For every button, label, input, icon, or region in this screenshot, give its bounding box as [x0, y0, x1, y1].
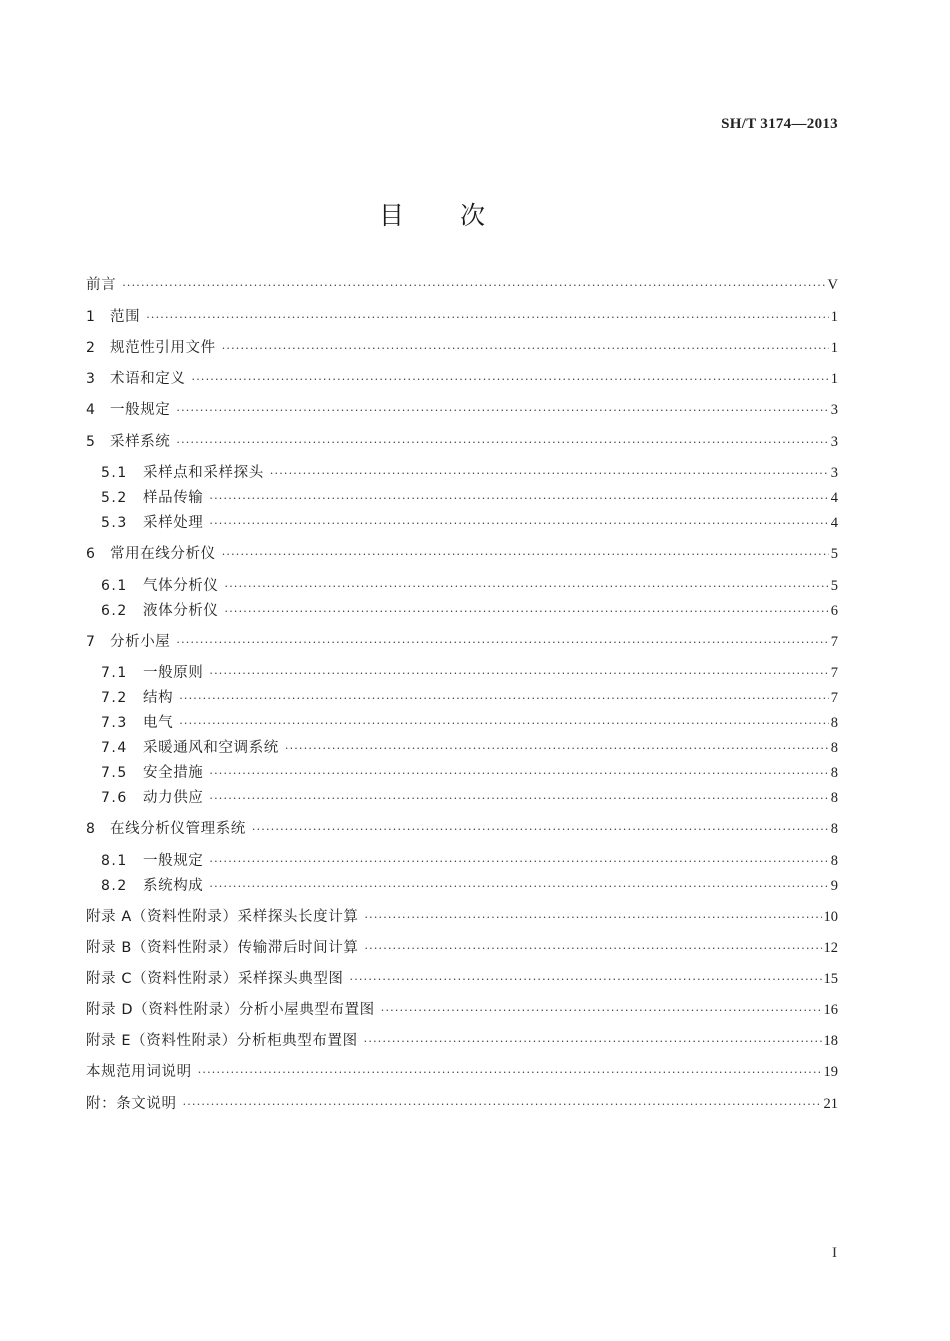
toc-entry-number: 5: [86, 434, 95, 450]
leader-dots: [209, 876, 828, 898]
toc-entry-number: 7.3: [101, 715, 128, 731]
toc-entry-page: 5: [830, 546, 838, 562]
toc-entry-7-1[interactable]: [101, 662, 838, 684]
toc-entry-6-2[interactable]: [101, 600, 838, 622]
toc-entry-page: 8: [830, 853, 838, 869]
toc-entry-text: 术语和定义: [110, 371, 186, 387]
toc-entry-page: 1: [830, 340, 838, 356]
toc-entry-6[interactable]: [86, 543, 838, 565]
toc-entry-5-2[interactable]: [101, 487, 838, 509]
toc-entry-text: 一般原则: [143, 665, 204, 681]
toc-entry-number: 7: [86, 634, 95, 650]
toc-entry-text: 附录 C（资料性附录）采样探头典型图: [86, 971, 344, 987]
toc-entry-7-3[interactable]: [101, 712, 838, 734]
toc-entry-7-6[interactable]: [101, 787, 838, 809]
leader-dots: [364, 938, 821, 960]
leader-dots: [225, 576, 829, 598]
toc-entry-page: 8: [830, 715, 838, 731]
toc-entry-appendix-d[interactable]: [86, 999, 838, 1021]
toc-entry-text: 附：条文说明: [86, 1096, 177, 1112]
toc-entry-8-2[interactable]: [101, 875, 838, 897]
toc-entry-text: 采暖通风和空调系统: [143, 740, 279, 756]
toc-entry-text: 附录 A（资料性附录）采样探头长度计算: [86, 909, 359, 925]
toc-entry-8-1[interactable]: [101, 850, 838, 872]
toc-entry-text: 气体分析仪: [143, 578, 219, 594]
leader-dots: [183, 1094, 822, 1116]
leader-dots: [209, 513, 828, 535]
toc-entry-text: 本规范用词说明: [86, 1064, 192, 1080]
toc-entry-page: 1: [830, 309, 838, 325]
leader-dots: [225, 601, 829, 623]
toc-entry-text: 附录 D（资料性附录）分析小屋典型布置图: [86, 1002, 375, 1018]
toc-entry-page: 3: [830, 465, 838, 481]
toc-entry-text: 前言: [86, 277, 117, 293]
toc-entry-page: 7: [830, 634, 838, 650]
toc-entry-number: 7.2: [101, 690, 128, 706]
leader-dots: [285, 738, 829, 760]
toc-entry-text: 分析小屋: [110, 634, 171, 650]
toc-entry-text: 样品传输: [143, 490, 204, 506]
leader-dots: [176, 400, 828, 422]
leader-dots: [209, 488, 828, 510]
toc-entry-page: 21: [823, 1096, 838, 1112]
toc-entry-page: 1: [830, 371, 838, 387]
toc-entry-page: 8: [830, 821, 838, 837]
toc-entry-number: 7.4: [101, 740, 128, 756]
toc-entry-text: 附录 B（资料性附录）传输滞后时间计算: [86, 940, 359, 956]
page-title: 目次: [378, 201, 541, 230]
leader-dots: [364, 1031, 822, 1053]
toc-entry-text: 采样点和采样探头: [143, 465, 264, 481]
leader-dots: [350, 969, 822, 991]
leader-dots: [209, 851, 828, 873]
toc-entry-page: 5: [830, 578, 838, 594]
toc-entry-page: 3: [830, 402, 838, 418]
toc-entry-appendix-b[interactable]: [86, 937, 838, 959]
toc-entry-page: 6: [830, 603, 838, 619]
toc-entry-page: 16: [823, 1002, 838, 1018]
leader-dots: [179, 688, 829, 710]
toc-entry-text: 动力供应: [143, 790, 204, 806]
leader-dots: [222, 338, 829, 360]
toc-entry-number: 5.3: [101, 515, 128, 531]
toc-entry-5-1[interactable]: [101, 462, 838, 484]
toc-entry-number: 7.1: [101, 665, 128, 681]
toc-entry-text: 在线分析仪管理系统: [110, 821, 246, 837]
toc-entry-page: 10: [823, 909, 838, 925]
leader-dots: [364, 907, 821, 929]
toc-entry-number: 4: [86, 402, 95, 418]
toc-entry-text: 系统构成: [143, 878, 204, 894]
toc-entry-number: 1: [86, 309, 95, 325]
toc-entry-text: 规范性引用文件: [110, 340, 216, 356]
toc-entry-number: 6.2: [101, 603, 128, 619]
toc-entry-page: 8: [830, 765, 838, 781]
document-code: SH/T 3174—2013: [721, 116, 838, 132]
toc-entry-appendix-c[interactable]: [86, 968, 838, 990]
toc-entry-page: 9: [830, 878, 838, 894]
leader-dots: [176, 632, 828, 654]
toc-entry-wording[interactable]: [86, 1061, 838, 1083]
leader-dots: [381, 1000, 822, 1022]
toc-entry-page: 4: [830, 515, 838, 531]
leader-dots: [270, 463, 829, 485]
toc-entry-page: 12: [823, 940, 838, 956]
toc-entry-7[interactable]: [86, 631, 838, 653]
toc-entry-4[interactable]: [86, 399, 838, 421]
toc-entry-7-4[interactable]: [101, 737, 838, 759]
toc-entry-text: 一般规定: [143, 853, 204, 869]
toc-entry-5-3[interactable]: [101, 512, 838, 534]
toc-entry-appendix-a[interactable]: [86, 906, 838, 928]
toc-entry-6-1[interactable]: [101, 575, 838, 597]
toc-entry-text: 安全措施: [143, 765, 204, 781]
toc-entry-number: 2: [86, 340, 95, 356]
toc-entry-page: V: [827, 277, 838, 293]
toc-entry-page: 7: [830, 690, 838, 706]
toc-entry-8[interactable]: [86, 818, 838, 840]
leader-dots: [122, 275, 825, 297]
toc-entry-text: 结构: [143, 690, 174, 706]
toc-entry-page: 15: [823, 971, 838, 987]
toc-entry-page: 3: [830, 434, 838, 450]
toc-entry-number: 8: [86, 821, 95, 837]
toc-entry-text: 常用在线分析仪: [110, 546, 216, 562]
leader-dots: [198, 1062, 822, 1084]
toc-entry-text: 一般规定: [110, 402, 171, 418]
toc-entry-page: 8: [830, 790, 838, 806]
toc-entry-page: 8: [830, 740, 838, 756]
toc-entry-page: 18: [823, 1033, 838, 1049]
toc-entry-3[interactable]: [86, 368, 838, 390]
toc-entry-number: 7.6: [101, 790, 128, 806]
toc-entry-text: 液体分析仪: [143, 603, 219, 619]
toc-entry-page: 7: [830, 665, 838, 681]
toc-entry-text: 附录 E（资料性附录）分析柜典型布置图: [86, 1033, 358, 1049]
toc-entry-7-2[interactable]: [101, 687, 838, 709]
toc-entry-text: 采样系统: [110, 434, 171, 450]
toc-entry-foreword[interactable]: [86, 274, 838, 296]
toc-entry-number: 5.2: [101, 490, 128, 506]
toc-entry-number: 8.1: [101, 853, 128, 869]
page-number: I: [832, 1245, 837, 1261]
leader-dots: [209, 763, 828, 785]
leader-dots: [176, 432, 828, 454]
leader-dots: [209, 788, 828, 810]
toc-entry-2[interactable]: [86, 337, 838, 359]
toc-entry-number: 8.2: [101, 878, 128, 894]
toc-entry-page: 19: [823, 1064, 838, 1080]
toc-entry-number: 3: [86, 371, 95, 387]
toc-entry-appendix-e[interactable]: [86, 1030, 838, 1052]
toc-entry-number: 6.1: [101, 578, 128, 594]
toc-entry-text: 范围: [110, 309, 141, 325]
leader-dots: [222, 544, 829, 566]
toc-entry-text: 电气: [143, 715, 174, 731]
toc-entry-1[interactable]: [86, 306, 838, 328]
toc-entry-7-5[interactable]: [101, 762, 838, 784]
leader-dots: [252, 819, 829, 841]
toc-entry-number: 7.5: [101, 765, 128, 781]
toc-entry-explanation[interactable]: [86, 1093, 838, 1115]
toc-entry-number: 5.1: [101, 465, 128, 481]
toc-entry-number: 6: [86, 546, 95, 562]
leader-dots: [146, 307, 829, 329]
leader-dots: [192, 369, 829, 391]
toc-entry-page: 4: [830, 490, 838, 506]
toc-entry-5[interactable]: [86, 431, 838, 453]
leader-dots: [179, 713, 829, 735]
leader-dots: [209, 663, 828, 685]
toc-entry-text: 采样处理: [143, 515, 204, 531]
